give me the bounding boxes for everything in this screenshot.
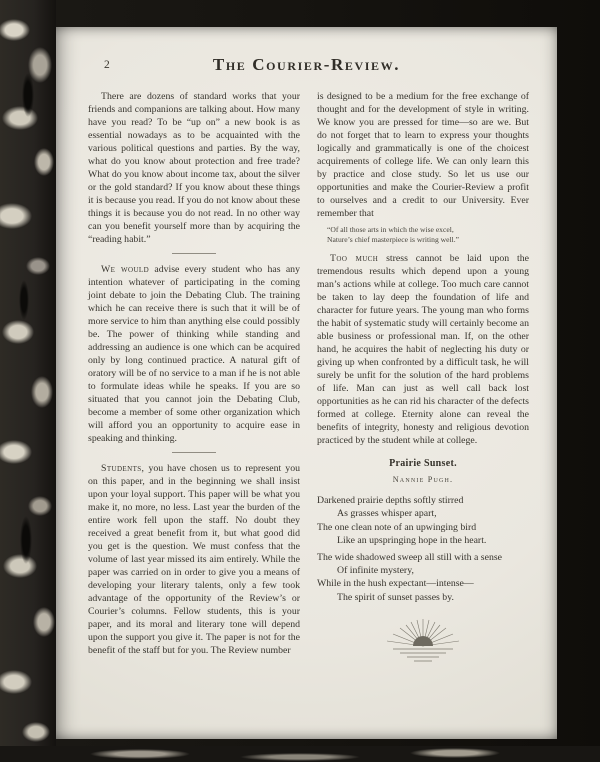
article-paragraph	[317, 252, 529, 447]
poem-line: Like an upspringing hope in the heart.	[337, 534, 487, 546]
poem-line: The one clean note of an upwinging bird	[317, 521, 477, 533]
sunset-ornament-graphic	[381, 616, 465, 668]
article-paragraph: There are dozens of standard works that your friends and companions are talking about. How many have you read? To be “up on” a new book is as essential nowadays as to be acquainted with the various political questions and parties. By the way, what do you know about protection and free trade? What do you know about income tax, about the silver or the gold standard? If you know about these things it is because you read. If you do not know about these things it is because you do not read. In no other way can you benefit yourself more than by acquiring the “reading habit.”	[88, 91, 300, 245]
poem-line: As grasses whisper apart,	[337, 508, 437, 520]
sunset-ornament	[317, 616, 529, 672]
paragraph-lead: We would	[101, 264, 150, 275]
paragraph-text: stress cannot be laid upon the tremendous results which depend upon a young man’s actions while at college. Too much care cannot be taken to lay deep the foundation of life and character for future years. The young man who forms the habit of systematic study will certainly become an able business or professional man. If, on the other hand, he acquires the habit of neglecting his duty or giving up when confronted by a difficult task, he will surely be unfit for the solution of the hard problems of life. Man can just as well call back lost opportunities as he can rid his character of the defects formed at college. Eternity alone can reveal the benefits of integrity, honesty and religious devotion practiced by the student while at college.	[317, 253, 529, 447]
section-divider	[172, 452, 216, 453]
verse-quote-line: “Of all those arts in which the wise excel,	[327, 225, 454, 234]
poem-line: While in the hush expectant—intense—	[317, 578, 474, 590]
article-paragraph	[88, 462, 300, 657]
paragraph-lead: Students,	[101, 463, 145, 474]
poem-line: Darkened prairie depths softly stirred	[317, 495, 464, 507]
masthead-title: The Courier-Review.	[212, 55, 401, 74]
paragraph-text: you have chosen us to represent you on this paper, and in the beginning we shall insist upon your loyal support. This paper will be what you make it, no more, no less. Last year the burden of the entire work fell upon the staff. No doubt they received a great benefit from it, but what good did you get is the question. We must confess that the volume of last year missed its aim entirely. While the paper was carried on in order to give you a means of developing your literary talents, only a few took advantage of the opportunity of the Review’s or Courier’s columns. Fellow students, this is your paper, and its moral and literary tone will depend upon the support you give it. The paper is not for the benefit of the staff but for you. The Review number	[88, 463, 300, 656]
poem-line: Of infinite mystery,	[337, 565, 414, 577]
marbled-endpaper	[0, 0, 56, 762]
article-paragraph: is designed to be a medium for the free exchange of thought and for the development of style in writing. We know you are pressed for time—so are we. But do not forget that to learn to express your thoughts logically and grammatically is one of the choicest acquirements of college life. We can only learn this by practice and close study. So let us use our opportunities and make the Courier-Review a profit to ourselves and a credit to our University. Ever remember that	[317, 91, 529, 219]
article-paragraph	[88, 263, 300, 445]
page	[56, 27, 557, 739]
poem	[317, 457, 529, 604]
verse-quote	[327, 225, 529, 244]
page-header	[56, 55, 557, 77]
paragraph-text: advise every student who has any intention whatever of participating in the coming joint debate to join the Debating Club. The training which he can receive there is such that it will be of more service to him than anything else could possibly be. The power of thinking while standing and addressing an audience is one which can be acquired only by long continued practice. A natural gift of oratory will be of no service to a man if he is not able to formulate ideas while he speaks. If you are so situated that you cannot join the Debating Club, become a member of some other organization which will afford you an opportunity to acquire ease in speaking and thinking.	[88, 264, 300, 444]
verse-quote-line: Nature’s chief masterpiece is writing well.”	[327, 234, 459, 244]
marbled-edge-bottom	[0, 746, 600, 762]
left-column	[88, 90, 300, 672]
paragraph-lead: Too much	[330, 253, 379, 265]
poem-line: The spirit of sunset passes by.	[337, 591, 454, 603]
poem-title: Prairie Sunset.	[389, 458, 457, 470]
page-number: 2	[104, 59, 110, 71]
section-divider	[172, 253, 216, 254]
right-column	[317, 90, 529, 672]
poem-author: Nannie Pugh.	[392, 475, 454, 485]
text-columns	[56, 77, 557, 672]
poem-line: The wide shadowed sweep all still with a sense	[317, 552, 503, 563]
